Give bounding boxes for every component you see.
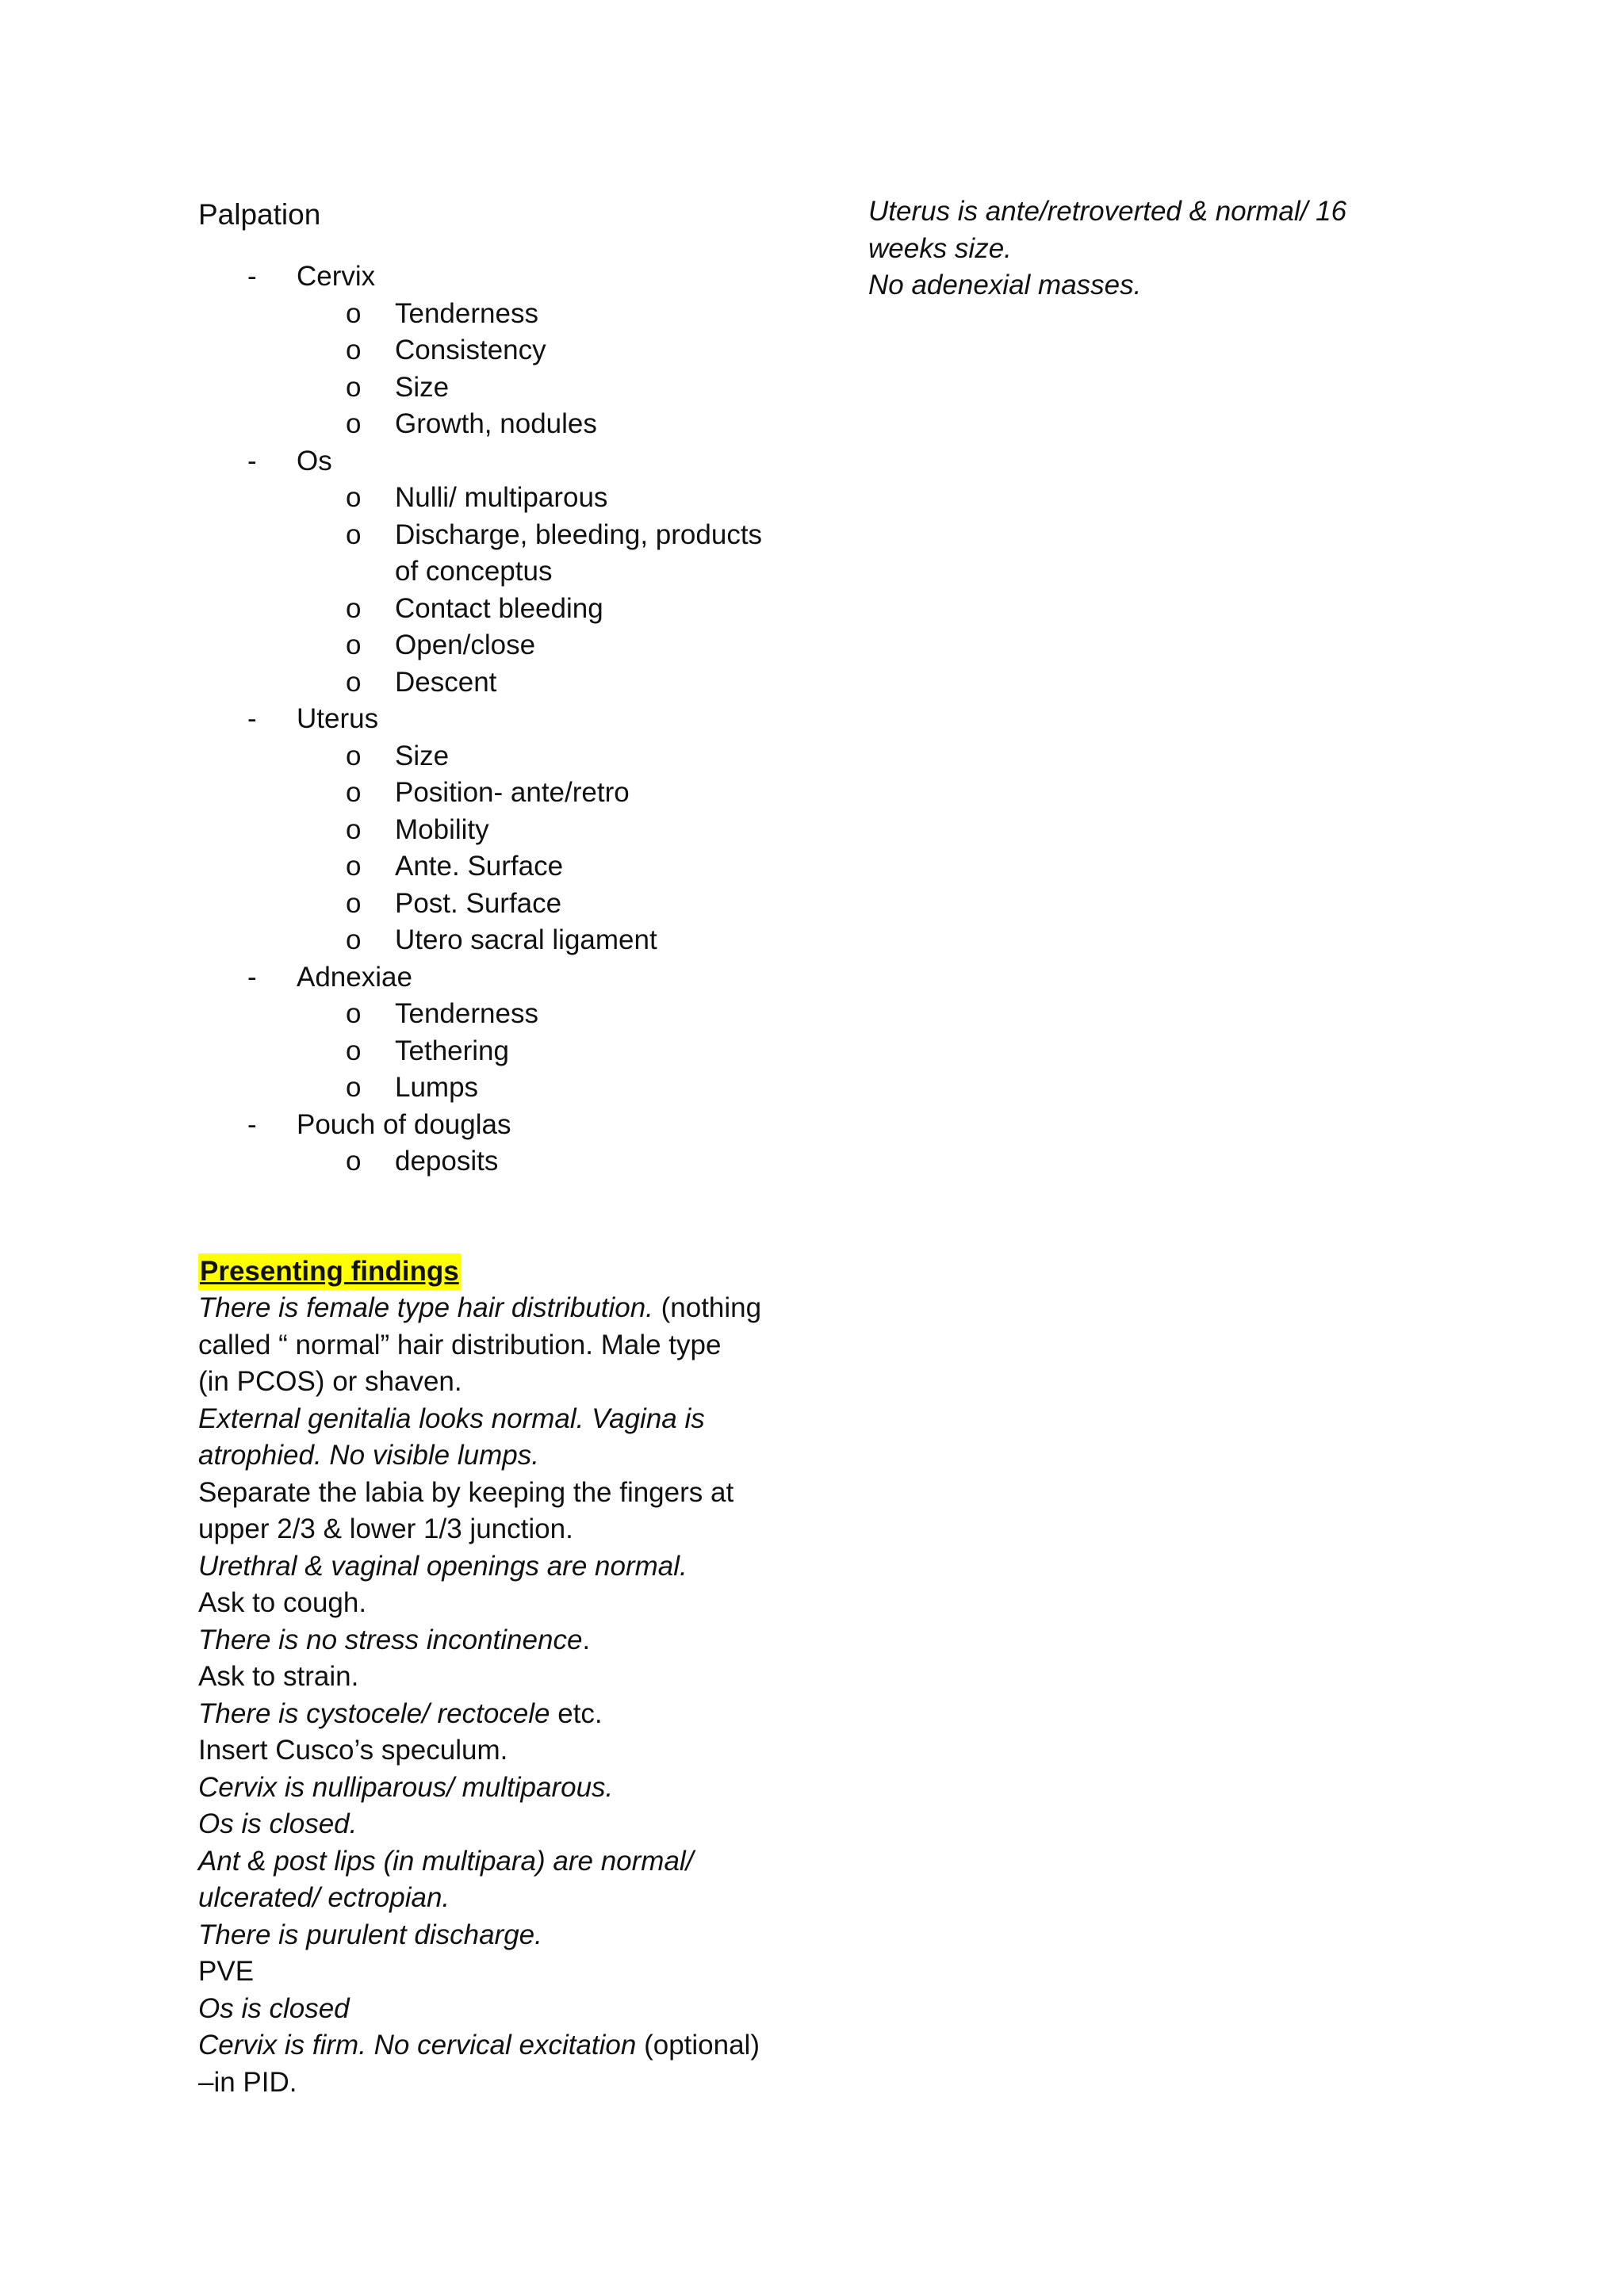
findings-text-run: There is purulent discharge. — [198, 1919, 542, 1950]
findings-line — [198, 1585, 801, 1622]
findings-text-run: etc. — [550, 1697, 603, 1729]
note-line: No adenexial masses. — [868, 270, 1142, 300]
outline-subitem — [198, 332, 801, 369]
outline-subitem-label: Tenderness — [395, 297, 538, 329]
circle-bullet: o — [346, 371, 362, 403]
findings-text-run: PVE — [198, 1956, 255, 1987]
uterus-findings-note — [868, 193, 1439, 304]
outline-subitem-label: Post. Surface — [395, 887, 562, 919]
outline-item-label: Pouch of douglas — [297, 1108, 511, 1140]
outline-subitem-label: Descent — [395, 666, 497, 698]
circle-bullet: o — [346, 740, 362, 771]
findings-text-run: atrophied. No visible lumps. — [198, 1440, 539, 1471]
outline-item-label: Cervix — [297, 261, 376, 292]
outline-item — [198, 1107, 801, 1144]
findings-text-run: There is cystocele/ rectocele — [198, 1697, 550, 1729]
outline-item-label: Uterus — [297, 703, 379, 734]
palpation-heading: Palpation — [198, 198, 321, 231]
findings-text-run: Cervix is nulliparous/ multiparous. — [198, 1771, 614, 1803]
circle-bullet: o — [346, 887, 362, 919]
outline-subitem — [198, 664, 801, 702]
outline-item-label: Os — [297, 445, 332, 476]
outline-subitem-label: Utero sacral ligament — [395, 924, 657, 955]
dash-bullet: - — [247, 703, 257, 734]
dash-bullet: - — [247, 1108, 257, 1140]
findings-line — [198, 1327, 801, 1364]
findings-text-run: . — [582, 1624, 591, 1655]
findings-line — [198, 1475, 801, 1512]
outline-subitem-label: Size — [395, 740, 450, 771]
outline-subitem-label: Lumps — [395, 1072, 479, 1103]
findings-line — [198, 1696, 801, 1733]
outline-subitem-label: Tenderness — [395, 998, 538, 1029]
note-line: weeks size. — [868, 232, 1012, 264]
outline-subitem — [198, 480, 801, 517]
outline-subitem — [198, 922, 801, 959]
findings-text-run: Cervix is firm. No cervical excitation — [198, 2030, 637, 2061]
outline-subitem-label: Growth, nodules — [395, 408, 597, 439]
circle-bullet: o — [346, 1035, 362, 1066]
outline-subitem — [198, 627, 801, 664]
circle-bullet: o — [346, 629, 362, 660]
outline-subitem — [198, 406, 801, 443]
outline-subitem — [198, 517, 801, 554]
dash-bullet: - — [247, 445, 257, 476]
outline-subitem-label: deposits — [395, 1146, 499, 1177]
findings-line — [198, 1843, 801, 1881]
circle-bullet: o — [346, 851, 362, 882]
dash-bullet: - — [247, 261, 257, 292]
findings-text-run: ulcerated/ ectropian. — [198, 1882, 450, 1913]
findings-text-run: Insert Cusco’s speculum. — [198, 1735, 508, 1766]
outline-subitem — [198, 812, 801, 849]
circle-bullet: o — [346, 482, 362, 513]
left-column — [198, 197, 801, 2101]
circle-bullet: o — [346, 813, 362, 845]
outline-subitem — [198, 886, 801, 923]
outline-subitem — [198, 1070, 801, 1107]
outline-subitem — [198, 848, 801, 886]
findings-text-run: upper 2/3 & lower 1/3 junction. — [198, 1513, 573, 1544]
findings-line — [198, 1770, 801, 1807]
outline-subitem — [198, 369, 801, 407]
circle-bullet: o — [346, 1146, 362, 1177]
circle-bullet: o — [346, 592, 362, 624]
findings-line — [198, 2027, 801, 2064]
outline-subitem — [198, 553, 801, 591]
findings-line — [198, 1511, 801, 1548]
note-line: Uterus is ante/retroverted & normal/ 16 — [868, 196, 1347, 227]
presenting-findings-text — [198, 1290, 801, 2101]
findings-text-run: Os is closed — [198, 1992, 350, 2024]
findings-text-run: (nothing — [653, 1292, 762, 1323]
outline-subitem — [198, 738, 801, 775]
circle-bullet: o — [346, 666, 362, 698]
outline-subitem-label: Contact bleeding — [395, 592, 603, 624]
circle-bullet: o — [346, 998, 362, 1029]
findings-line — [198, 1954, 801, 1991]
findings-text-run: called “ normal” hair distribution. Male type — [198, 1329, 722, 1360]
outline-subitem-label: Consistency — [395, 335, 546, 365]
outline-subitem — [198, 996, 801, 1033]
outline-subitem-label: of conceptus — [395, 556, 553, 587]
findings-line — [198, 1880, 801, 1917]
findings-text-run: (optional) — [636, 2030, 760, 2061]
findings-text-run: Os is closed. — [198, 1808, 358, 1839]
findings-line — [198, 1364, 801, 1401]
circle-bullet: o — [346, 297, 362, 329]
circle-bullet: o — [346, 335, 362, 365]
findings-text-run: There is no stress incontinence — [198, 1624, 583, 1655]
findings-line — [198, 2064, 801, 2102]
outline-item — [198, 443, 801, 480]
findings-text-run: Urethral & vaginal openings are normal. — [198, 1550, 688, 1582]
outline-subitem — [198, 775, 801, 812]
outline-subitem-label: Ante. Surface — [395, 851, 564, 882]
circle-bullet: o — [346, 408, 362, 439]
presenting-findings-heading: Presenting findings — [198, 1253, 461, 1290]
outline-subitem-label: Tethering — [395, 1035, 509, 1066]
dash-bullet: - — [247, 961, 257, 993]
findings-line — [198, 1401, 801, 1438]
findings-line — [198, 1290, 801, 1327]
outline-subitem — [198, 1143, 801, 1181]
findings-line — [198, 1991, 801, 2028]
outline-item-label: Adnexiae — [297, 961, 412, 993]
outline-subitem-label: Nulli/ multiparous — [395, 482, 608, 513]
findings-text-run: (in PCOS) or shaven. — [198, 1366, 462, 1397]
outline-subitem — [198, 296, 801, 333]
circle-bullet: o — [346, 924, 362, 955]
findings-line — [198, 1806, 801, 1843]
findings-text-run: Ask to cough. — [198, 1587, 367, 1618]
palpation-outline — [198, 258, 801, 1181]
findings-text-run: –in PID. — [198, 2066, 297, 2098]
findings-line — [198, 1437, 801, 1475]
right-column — [868, 193, 1439, 304]
outline-subitem-label: Discharge, bleeding, products — [395, 519, 763, 550]
findings-line — [198, 1622, 801, 1659]
findings-text-run: Ant & post lips (in multipara) are normal/ — [198, 1845, 694, 1877]
outline-subitem — [198, 1033, 801, 1070]
outline-item — [198, 959, 801, 997]
circle-bullet: o — [346, 519, 362, 550]
circle-bullet: o — [346, 777, 362, 808]
findings-text-run: There is female type hair distribution. — [198, 1292, 653, 1323]
outline-subitem-label: Open/close — [395, 629, 536, 660]
presenting-findings-section — [198, 1253, 801, 2102]
findings-text-run: Separate the labia by keeping the fingers at — [198, 1476, 734, 1508]
findings-line — [198, 1659, 801, 1696]
outline-item — [198, 701, 801, 738]
outline-subitem-label: Mobility — [395, 813, 489, 845]
findings-text-run: Ask to strain. — [198, 1661, 359, 1692]
outline-subitem — [198, 591, 801, 628]
outline-item — [198, 258, 801, 296]
circle-bullet: o — [346, 1072, 362, 1103]
findings-line — [198, 1548, 801, 1586]
findings-line — [198, 1732, 801, 1770]
outline-subitem-label: Position- ante/retro — [395, 777, 630, 808]
findings-text-run: External genitalia looks normal. Vagina is — [198, 1402, 705, 1434]
outline-subitem-label: Size — [395, 371, 450, 403]
findings-line — [198, 1917, 801, 1954]
